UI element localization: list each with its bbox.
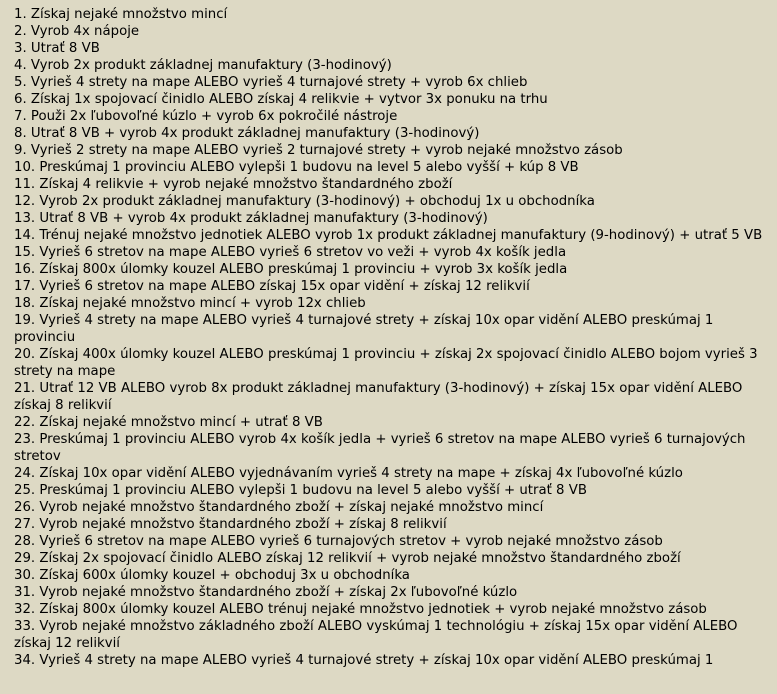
quest-item: 25. Preskúmaj 1 provinciu ALEBO vylepši 1 budovu na level 5 alebo vyšší + utrať 8 VB [14, 483, 587, 498]
quest-item: 22. Získaj nejaké množstvo mincí + utrať 8 VB [14, 415, 323, 430]
quest-item: 7. Použi 2x ľubovoľné kúzlo + vyrob 6x pokročilé nástroje [14, 109, 398, 124]
quest-item: 3. Utrať 8 VB [14, 41, 100, 56]
quest-item: 30. Získaj 600x úlomky kouzel + obchoduj 3x u obchodníka [14, 568, 410, 583]
quest-item: 14. Trénuj nejaké množstvo jednotiek ALEBO vyrob 1x produkt základnej manufaktury (9-hodinový) + utrať 5 VB [14, 228, 763, 243]
quest-item: 6. Získaj 1x spojovací činidlo ALEBO získaj 4 relikvie + vytvor 3x ponuku na trhu [14, 92, 548, 107]
quest-item: 23. Preskúmaj 1 provinciu ALEBO vyrob 4x košík jedla + vyrieš 6 stretov na mape ALEBO vyrieš 6 turnajových stretov [14, 432, 746, 464]
quest-item: 12. Vyrob 2x produkt základnej manufaktury (3-hodinový) + obchoduj 1x u obchodníka [14, 194, 595, 209]
quest-item: 34. Vyrieš 4 strety na mape ALEBO vyrieš 4 turnajové strety + získaj 10x opar vidění ALEBO preskúmaj 1 [14, 653, 714, 668]
quest-item: 4. Vyrob 2x produkt základnej manufaktury (3-hodinový) [14, 58, 392, 73]
quest-item: 18. Získaj nejaké množstvo mincí + vyrob 12x chlieb [14, 296, 366, 311]
quest-item: 21. Utrať 12 VB ALEBO vyrob 8x produkt základnej manufaktury (3-hodinový) + získaj 15x opar vidění ALEBO získaj 8 relikvií [14, 381, 743, 413]
quest-item: 16. Získaj 800x úlomky kouzel ALEBO preskúmaj 1 provinciu + vyrob 3x košík jedla [14, 262, 568, 277]
quest-item: 10. Preskúmaj 1 provinciu ALEBO vylepši 1 budovu na level 5 alebo vyšší + kúp 8 VB [14, 160, 579, 175]
quest-item: 29. Získaj 2x spojovací činidlo ALEBO získaj 12 relikvií + vyrob nejaké množstvo štandardného zboží [14, 551, 681, 566]
quest-item: 32. Získaj 800x úlomky kouzel ALEBO trénuj nejaké množstvo jednotiek + vyrob nejaké množstvo zásob [14, 602, 707, 617]
quest-item: 24. Získaj 10x opar vidění ALEBO vyjednávaním vyrieš 4 strety na mape + získaj 4x ľubovoľné kúzlo [14, 466, 683, 481]
quest-item: 15. Vyrieš 6 stretov na mape ALEBO vyrieš 6 stretov vo veži + vyrob 4x košík jedla [14, 245, 567, 260]
quest-item: 19. Vyrieš 4 strety na mape ALEBO vyrieš 4 turnajové strety + získaj 10x opar vidění ALEBO preskúmaj 1 provinciu [14, 313, 714, 345]
quest-item: 33. Vyrob nejaké množstvo základného zboží ALEBO vyskúmaj 1 technológiu + získaj 15x opar vidění ALEBO získaj 12 relikvií [14, 619, 738, 651]
quest-item: 9. Vyrieš 2 strety na mape ALEBO vyrieš 2 turnajové strety + vyrob nejaké množstvo zásob [14, 143, 623, 158]
quest-item: 5. Vyrieš 4 strety na mape ALEBO vyrieš 4 turnajové strety + vyrob 6x chlieb [14, 75, 528, 90]
quest-item: 11. Získaj 4 relikvie + vyrob nejaké množstvo štandardného zboží [14, 177, 453, 192]
quest-item: 13. Utrať 8 VB + vyrob 4x produkt základnej manufaktury (3-hodinový) [14, 211, 488, 226]
quest-item: 27. Vyrob nejaké množstvo štandardného zboží + získaj 8 relikvií [14, 517, 447, 532]
quest-item: 8. Utrať 8 VB + vyrob 4x produkt základnej manufaktury (3-hodinový) [14, 126, 480, 141]
quest-item: 17. Vyrieš 6 stretov na mape ALEBO získaj 15x opar vidění + získaj 12 relikvií [14, 279, 530, 294]
quest-item: 28. Vyrieš 6 stretov na mape ALEBO vyrieš 6 turnajových stretov + vyrob nejaké množstvo zásob [14, 534, 663, 549]
quest-item: 2. Vyrob 4x nápoje [14, 24, 140, 39]
quest-item: 31. Vyrob nejaké množstvo štandardného zboží + získaj 2x ľubovoľné kúzlo [14, 585, 518, 600]
quest-item: 26. Vyrob nejaké množstvo štandardného zboží + získaj nejaké množstvo mincí [14, 500, 544, 515]
quest-item: 20. Získaj 400x úlomky kouzel ALEBO preskúmaj 1 provinciu + získaj 2x spojovací činidlo ALEBO bojom vyrieš 3 strety na mape [14, 347, 758, 379]
quest-item: 1. Získaj nejaké množstvo mincí [14, 7, 228, 22]
